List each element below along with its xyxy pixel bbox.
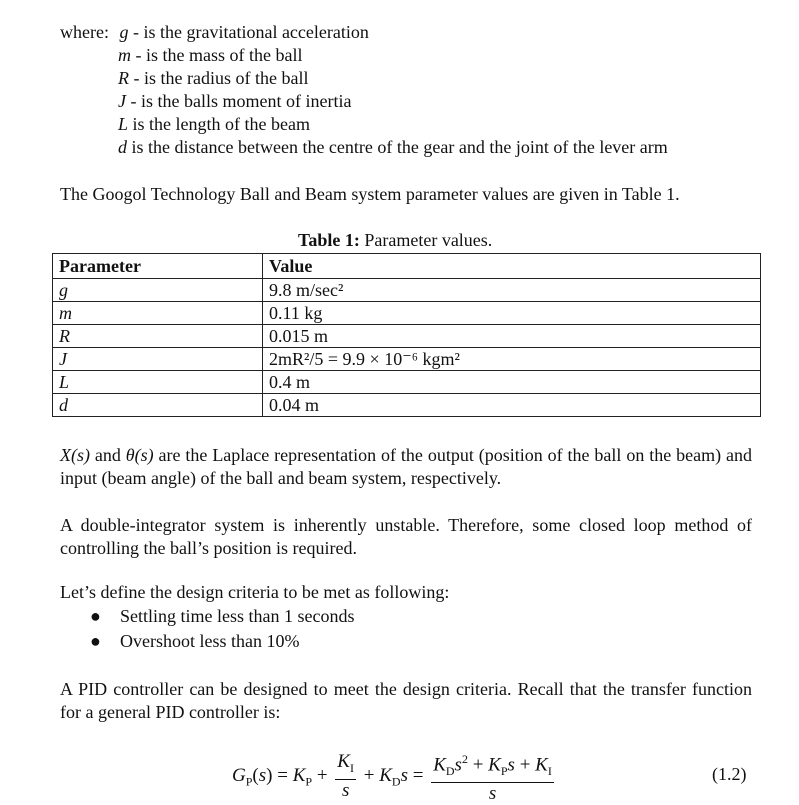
value-cell: 0.4 m — [263, 371, 761, 394]
table-row — [53, 394, 761, 417]
value-cell: 2mR²/5 = 9.9 × 10⁻⁶ kgm² — [263, 348, 761, 371]
table-caption — [298, 230, 492, 251]
intro-paragraph: The Googol Technology Ball and Beam system parameter values are given in Table 1. — [60, 184, 680, 204]
table-row — [53, 279, 761, 302]
definition-text: - is the gravitational acceleration — [128, 22, 369, 42]
definition-symbol: d — [118, 137, 127, 157]
param-cell: d — [53, 394, 263, 417]
value-cell: 9.8 m/sec² — [263, 279, 761, 302]
definition-text: - is the radius of the ball — [129, 68, 309, 88]
table-caption-label: Table 1: — [298, 230, 360, 250]
definition-R — [118, 68, 308, 89]
definition-text: - is the balls moment of inertia — [126, 91, 352, 111]
integrator-paragraph: A double-integrator system is inherently unstable. Therefore, some closed loop method of controlling the ball’s position is required. — [60, 515, 752, 558]
header-parameter: Parameter — [53, 254, 263, 279]
pid-equation: $G_P(s) = K_P$ + $\frac{K_I}{s}$ + $K_Ds$ = $\frac{K_Ds^2 + K_Ps + K_I}{s}$ — [232, 748, 557, 805]
laplace-theta: θ(s) — [125, 445, 154, 465]
integral-fraction: $\frac{K_I}{s}$ — [337, 751, 354, 801]
bullet-icon: ● — [90, 631, 101, 651]
criteria-item — [90, 606, 354, 627]
laplace-x: X(s) — [60, 445, 90, 465]
definition-symbol: L — [118, 114, 129, 134]
definition-L — [118, 114, 310, 135]
definition-J — [118, 91, 351, 112]
value-cell: 0.11 kg — [263, 302, 761, 325]
definitions-block — [60, 22, 369, 43]
definition-symbol: J — [118, 91, 126, 111]
header-value: Value — [263, 254, 761, 279]
definition-g — [119, 22, 368, 42]
definition-text: is the distance between the centre of the gear and the joint of the lever arm — [127, 137, 668, 157]
param-cell: g — [53, 279, 263, 302]
laplace-paragraph — [60, 444, 752, 490]
table-row — [53, 348, 761, 371]
table-caption-text: Parameter values. — [359, 230, 493, 250]
definition-symbol: R — [118, 68, 129, 88]
param-cell: R — [53, 325, 263, 348]
definition-symbol: m — [118, 45, 131, 65]
table-header-row — [53, 254, 761, 279]
table-row — [53, 371, 761, 394]
definition-text: - is the mass of the ball — [131, 45, 303, 65]
criteria-text: Overshoot less than 10% — [120, 631, 300, 651]
definition-symbol: g — [119, 22, 129, 42]
laplace-rest: are the Laplace representation of the output (position of the ball on the beam) and input (beam angle) of the ball and beam system, respectively. — [60, 445, 752, 488]
criteria-intro: Let’s define the design criteria to be met as following: — [60, 582, 450, 602]
pid-paragraph: A PID controller can be designed to meet the design criteria. Recall that the transfer function for a general PID controller is: — [60, 679, 752, 722]
where-prefix: where: — [60, 22, 109, 42]
table-row — [53, 325, 761, 348]
value-cell: 0.015 m — [263, 325, 761, 348]
bullet-icon: ● — [90, 606, 101, 626]
value-cell: 0.04 m — [263, 394, 761, 417]
param-cell: J — [53, 348, 263, 371]
definition-d — [118, 137, 668, 158]
param-cell: L — [53, 371, 263, 394]
combined-fraction: $\frac{K_Ds^2 + K_Ps + K_I}{s}$ — [431, 748, 554, 805]
definition-m — [118, 45, 302, 66]
definition-text: is the length of the beam — [128, 114, 310, 134]
laplace-and: and — [90, 445, 126, 465]
criteria-text: Settling time less than 1 seconds — [120, 606, 355, 626]
table-row — [53, 302, 761, 325]
criteria-item — [90, 631, 299, 652]
parameter-table — [52, 253, 761, 417]
param-cell: m — [53, 302, 263, 325]
equation-number: (1.2) — [712, 764, 747, 784]
